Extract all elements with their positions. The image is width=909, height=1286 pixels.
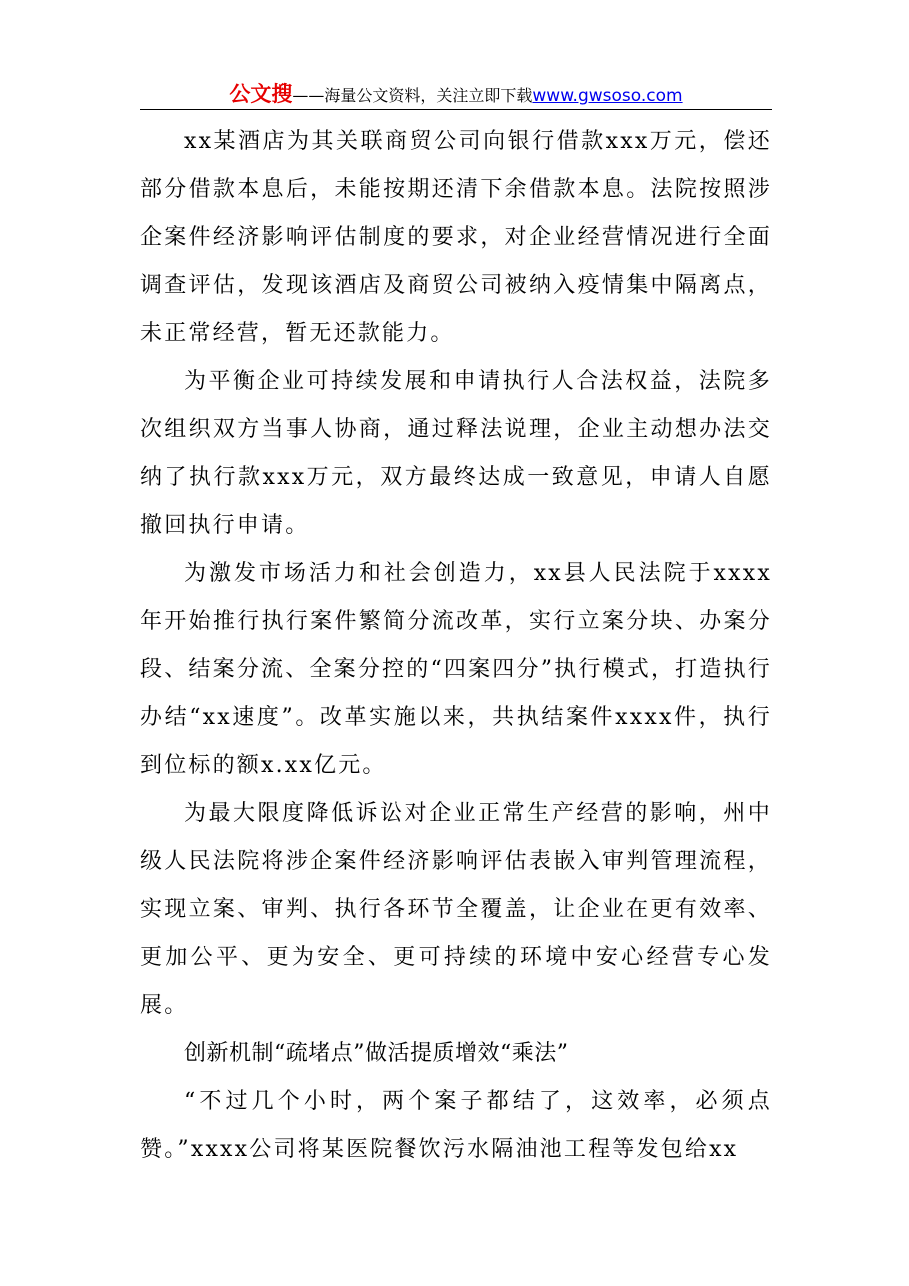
document-body (140, 118, 772, 1174)
paragraph-mediation: 为平衡企业可持续发展和申请执行人合法权益，法院多次组织双方当事人协商，通过释法说理，企业主动想办法交纳了执行款xxx万元，双方最终达成一致意见，申请人自愿撤回执行申请。 (140, 369, 772, 538)
paragraph-hotel-loan: xx某酒店为其关联商贸公司向银行借款xxx万元，偿还部分借款本息后，未能按期还清下余借款本息。法院按照涉企案件经济影响评估制度的要求，对企业经营情况进行全面调查评估，发现该酒店及商贸公司被纳入疫情集中隔离点，未正常经营，暂无还款能力。 (140, 129, 772, 346)
paragraph-impact-assessment: 为最大限度降低诉讼对企业正常生产经营的影响，州中级人民法院将涉企案件经济影响评估表嵌入审判管理流程，实现立案、审判、执行各环节全覆盖，让企业在更有效率、更加公平、更为安全、更可持续的环境中安心经营专心发展。 (140, 801, 772, 1018)
website-link[interactable]: www.gwsoso.com (532, 86, 683, 106)
paragraph-quote: “不过几个小时，两个案子都结了，这效率，必须点赞。”xxxx公司将某医院餐饮污水隔油池工程等发包给xx (140, 1089, 772, 1162)
header-divider (140, 109, 772, 110)
header-tagline: ——海量公文资料，关注立即下载 (292, 86, 533, 105)
paragraph-reform: 为激发市场活力和社会创造力，xx县人民法院于xxxx年开始推行执行案件繁简分流改革，实行立案分块、办案分段、结案分流、全案分控的“四案四分”执行模式，打造执行办结“xx速度”。改革实施以来，共执结案件xxxx件，执行到位标的额x.xx亿元。 (140, 561, 772, 778)
page-header (140, 78, 772, 108)
brand-logo-text: 公文搜 (229, 82, 293, 106)
section-heading: 创新机制“疏堵点”做活提质增效“乘法” (184, 1041, 569, 1066)
